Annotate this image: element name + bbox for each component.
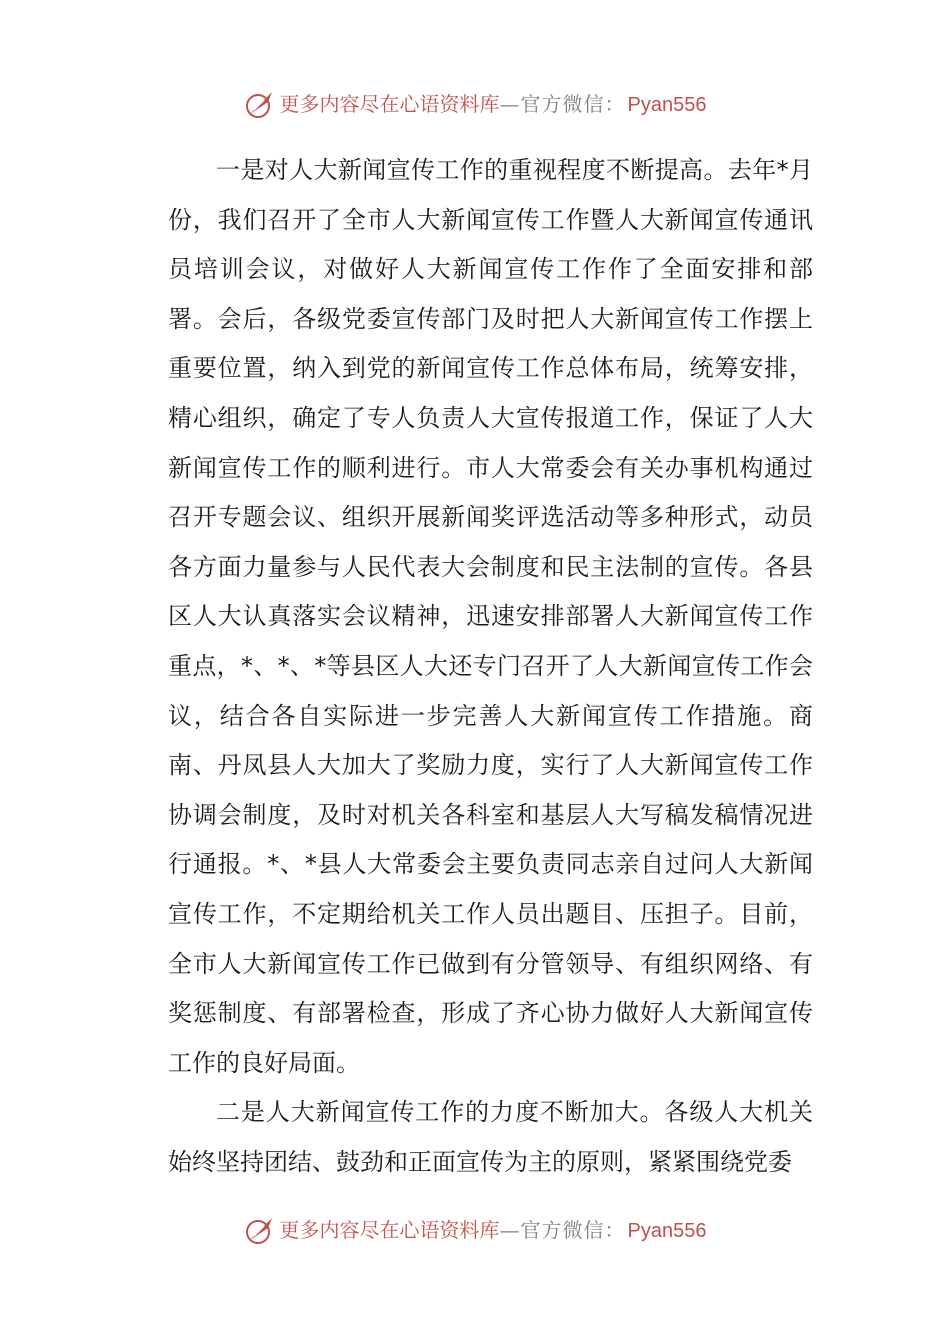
banner-text <box>279 1217 707 1242</box>
footer-banner <box>0 1210 950 1250</box>
banner-wechat-id: Pyan556 <box>627 1219 707 1242</box>
banner-wechat-id: Pyan556 <box>627 93 707 116</box>
document-body <box>168 146 813 1187</box>
banner-wechat-label: —官方微信： <box>499 91 626 116</box>
paragraph-1: 一是对人大新闻宣传工作的重视程度不断提高。去年*月份，我们召开了全市人大新闻宣传工作暨人大新闻宣传通讯员培训会议，对做好人大新闻宣传工作作了全面安排和部署。会后，各级党委宣传部门及时把人大新闻宣传工作摆上重要位置，纳入到党的新闻宣传工作总体布局，统筹安排，精心组织，确定了专人负责人大宣传报道工作，保证了人大新闻宣传工作的顺利进行。市人大常委会有关办事机构通过召开专题会议、组织开展新闻奖评选活动等多种形式，动员各方面力量参与人民代表大会制度和民主法制的宣传。各县区人大认真落实会议精神，迅速安排部署人大新闻宣传工作重点，*、*、*等县区人大还专门召开了人大新闻宣传工作会议，结合各自实际进一步完善人大新闻宣传工作措施。商南、丹凤县人大加大了奖励力度，实行了人大新闻宣传工作协调会制度，及时对机关各科室和基层人大写稿发稿情况进行通报。*、*县人大常委会主要负责同志亲自过问人大新闻宣传工作，不定期给机关工作人员出题目、压担子。目前，全市人大新闻宣传工作已做到有分管领导、有组织网络、有奖惩制度、有部署检查，形成了齐心协力做好人大新闻宣传工作的良好局面。 <box>168 156 813 1077</box>
paragraph-2: 二是人大新闻宣传工作的力度不断加大。各级人大机关始终坚持团结、鼓劲和正面宣传为主的原则，紧紧围绕党委 <box>168 1098 813 1176</box>
header-banner <box>0 84 950 124</box>
banner-wechat-label: —官方微信： <box>499 1217 626 1242</box>
banner-text <box>279 91 707 116</box>
quill-logo-icon <box>244 88 276 120</box>
banner-brand-text: 更多内容尽在心语资料库 <box>279 91 500 116</box>
quill-logo-icon <box>244 1214 276 1246</box>
banner-brand-text: 更多内容尽在心语资料库 <box>279 1217 500 1242</box>
